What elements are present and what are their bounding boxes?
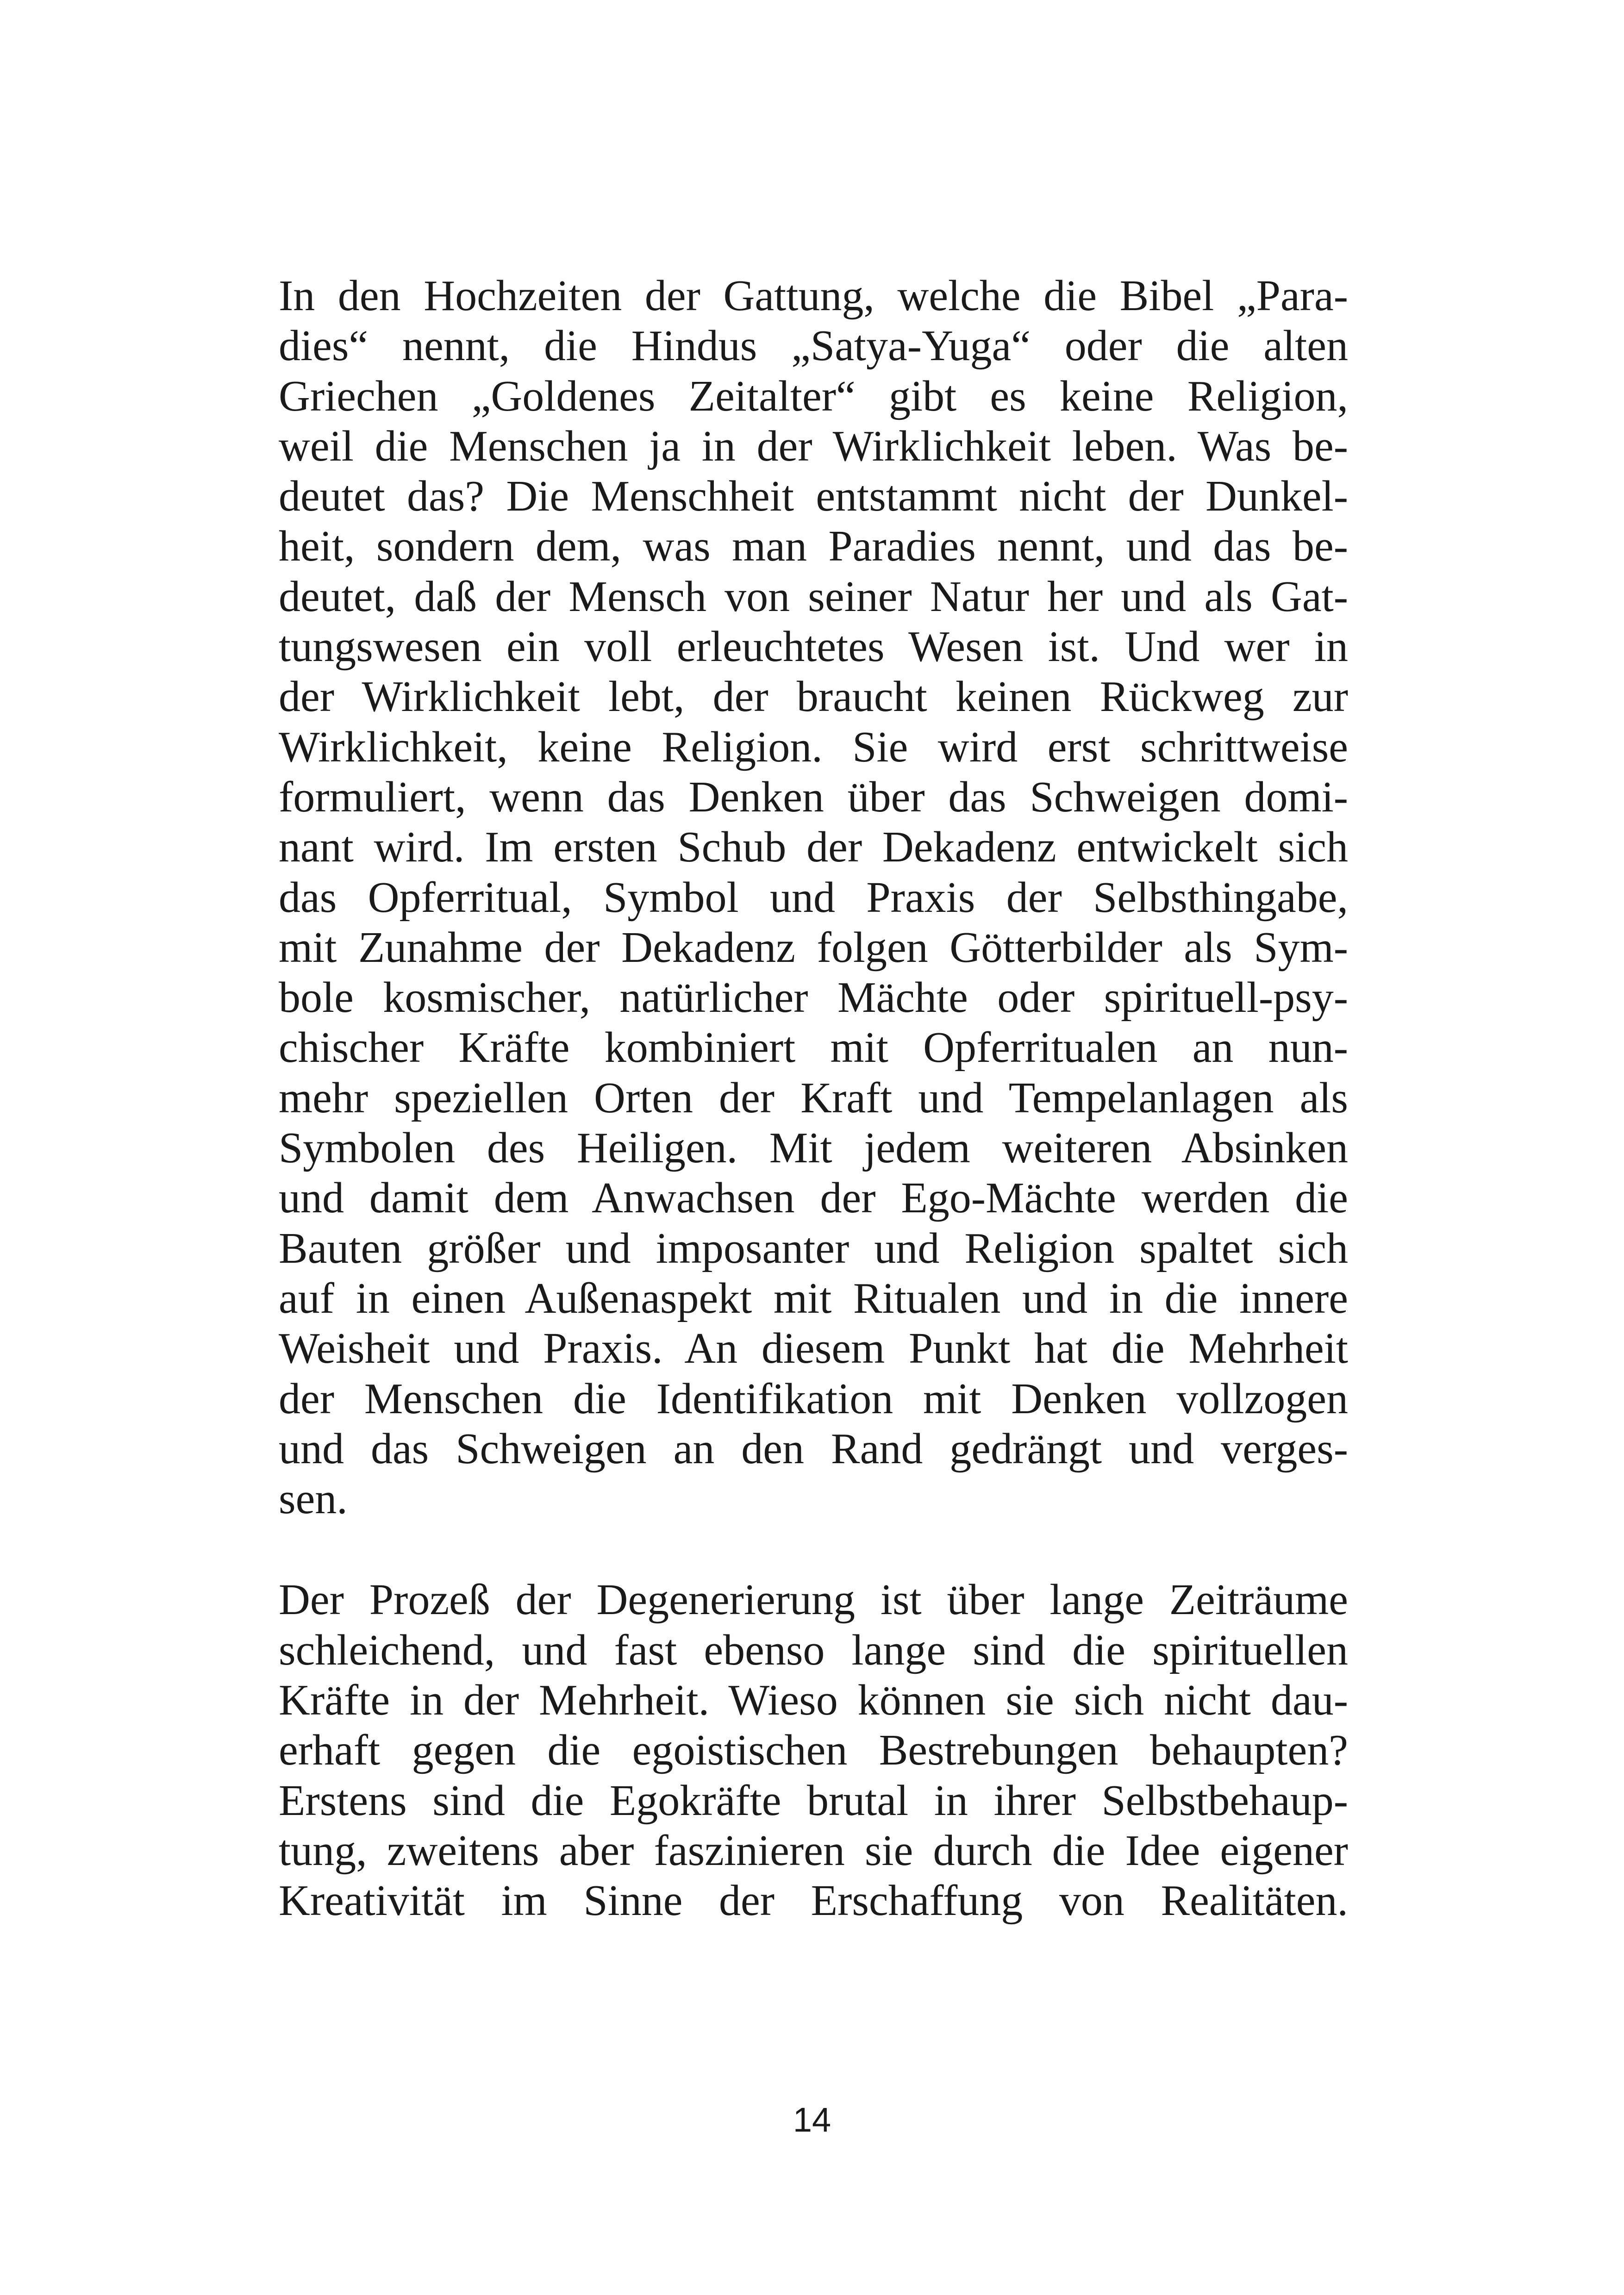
text-line: Bauten größer und imposanter und Religion spaltet sich [279,1224,1348,1272]
body-text [279,271,1348,1926]
paragraph-gap [279,1524,1348,1575]
text-line: deutet, daß der Mensch von seiner Natur her und als Gat- [279,572,1348,621]
text-line: Griechen „Goldenes Zeitalter“ gibt es keine Religion, [279,372,1348,420]
text-line: mehr speziellen Orten der Kraft und Tempelanlagen als [279,1073,1348,1122]
text-line: dies“ nennt, die Hindus „Satya-Yuga“ oder die alten [279,322,1348,370]
text-line: Der Prozeß der Degenerierung ist über lange Zeiträume [279,1576,1348,1624]
text-line: Erstens sind die Egokräfte brutal in ihrer Selbstbehaup- [279,1776,1348,1825]
text-line: Kreativität im Sinne der Erschaffung von Realitäten. [279,1877,1348,1925]
text-line: tung, zweitens aber faszinieren sie durch die Idee eigener [279,1826,1348,1875]
text-line: erhaft gegen die egoistischen Bestrebungen behaupten? [279,1726,1348,1775]
text-line: bole kosmischer, natürlicher Mächte oder spirituell-psy- [279,973,1348,1022]
paragraph [279,271,1348,1524]
text-line: deutet das? Die Menschheit entstammt nicht der Dunkel- [279,472,1348,521]
text-line: heit, sondern dem, was man Paradies nennt, und das be- [279,522,1348,571]
text-line: der Menschen die Identifikation mit Denken vollzogen [279,1374,1348,1423]
text-line: der Wirklichkeit lebt, der braucht keinen Rückweg zur [279,673,1348,721]
text-line: schleichend, und fast ebenso lange sind die spirituellen [279,1626,1348,1674]
text-line: sen. [279,1475,348,1523]
text-line: In den Hochzeiten der Gattung, welche die Bibel „Para- [279,272,1348,320]
text-line: Wirklichkeit, keine Religion. Sie wird erst schrittweise [279,723,1348,771]
text-line: und damit dem Anwachsen der Ego-Mächte werden die [279,1174,1348,1222]
text-line: nant wird. Im ersten Schub der Dekadenz entwickelt sich [279,823,1348,872]
text-line: Weisheit und Praxis. An diesem Punkt hat die Mehrheit [279,1324,1348,1373]
text-line: weil die Menschen ja in der Wirklichkeit leben. Was be- [279,422,1348,470]
text-line: Kräfte in der Mehrheit. Wieso können sie sich nicht dau- [279,1676,1348,1725]
text-line: formuliert, wenn das Denken über das Schweigen domi- [279,773,1348,821]
paragraph [279,1575,1348,1926]
text-line: tungswesen ein voll erleuchtetes Wesen ist. Und wer in [279,623,1348,671]
text-line: auf in einen Außenaspekt mit Ritualen und in die innere [279,1274,1348,1322]
text-line: und das Schweigen an den Rand gedrängt und verges- [279,1424,1348,1473]
text-line: mit Zunahme der Dekadenz folgen Götterbilder als Sym- [279,923,1348,972]
text-line: chischer Kräfte kombiniert mit Opferritualen an nun- [279,1023,1348,1072]
text-line: das Opferritual, Symbol und Praxis der Selbsthingabe, [279,873,1348,922]
text-line: Symbolen des Heiligen. Mit jedem weiteren Absinken [279,1124,1348,1172]
page-number: 14 [793,2101,831,2139]
